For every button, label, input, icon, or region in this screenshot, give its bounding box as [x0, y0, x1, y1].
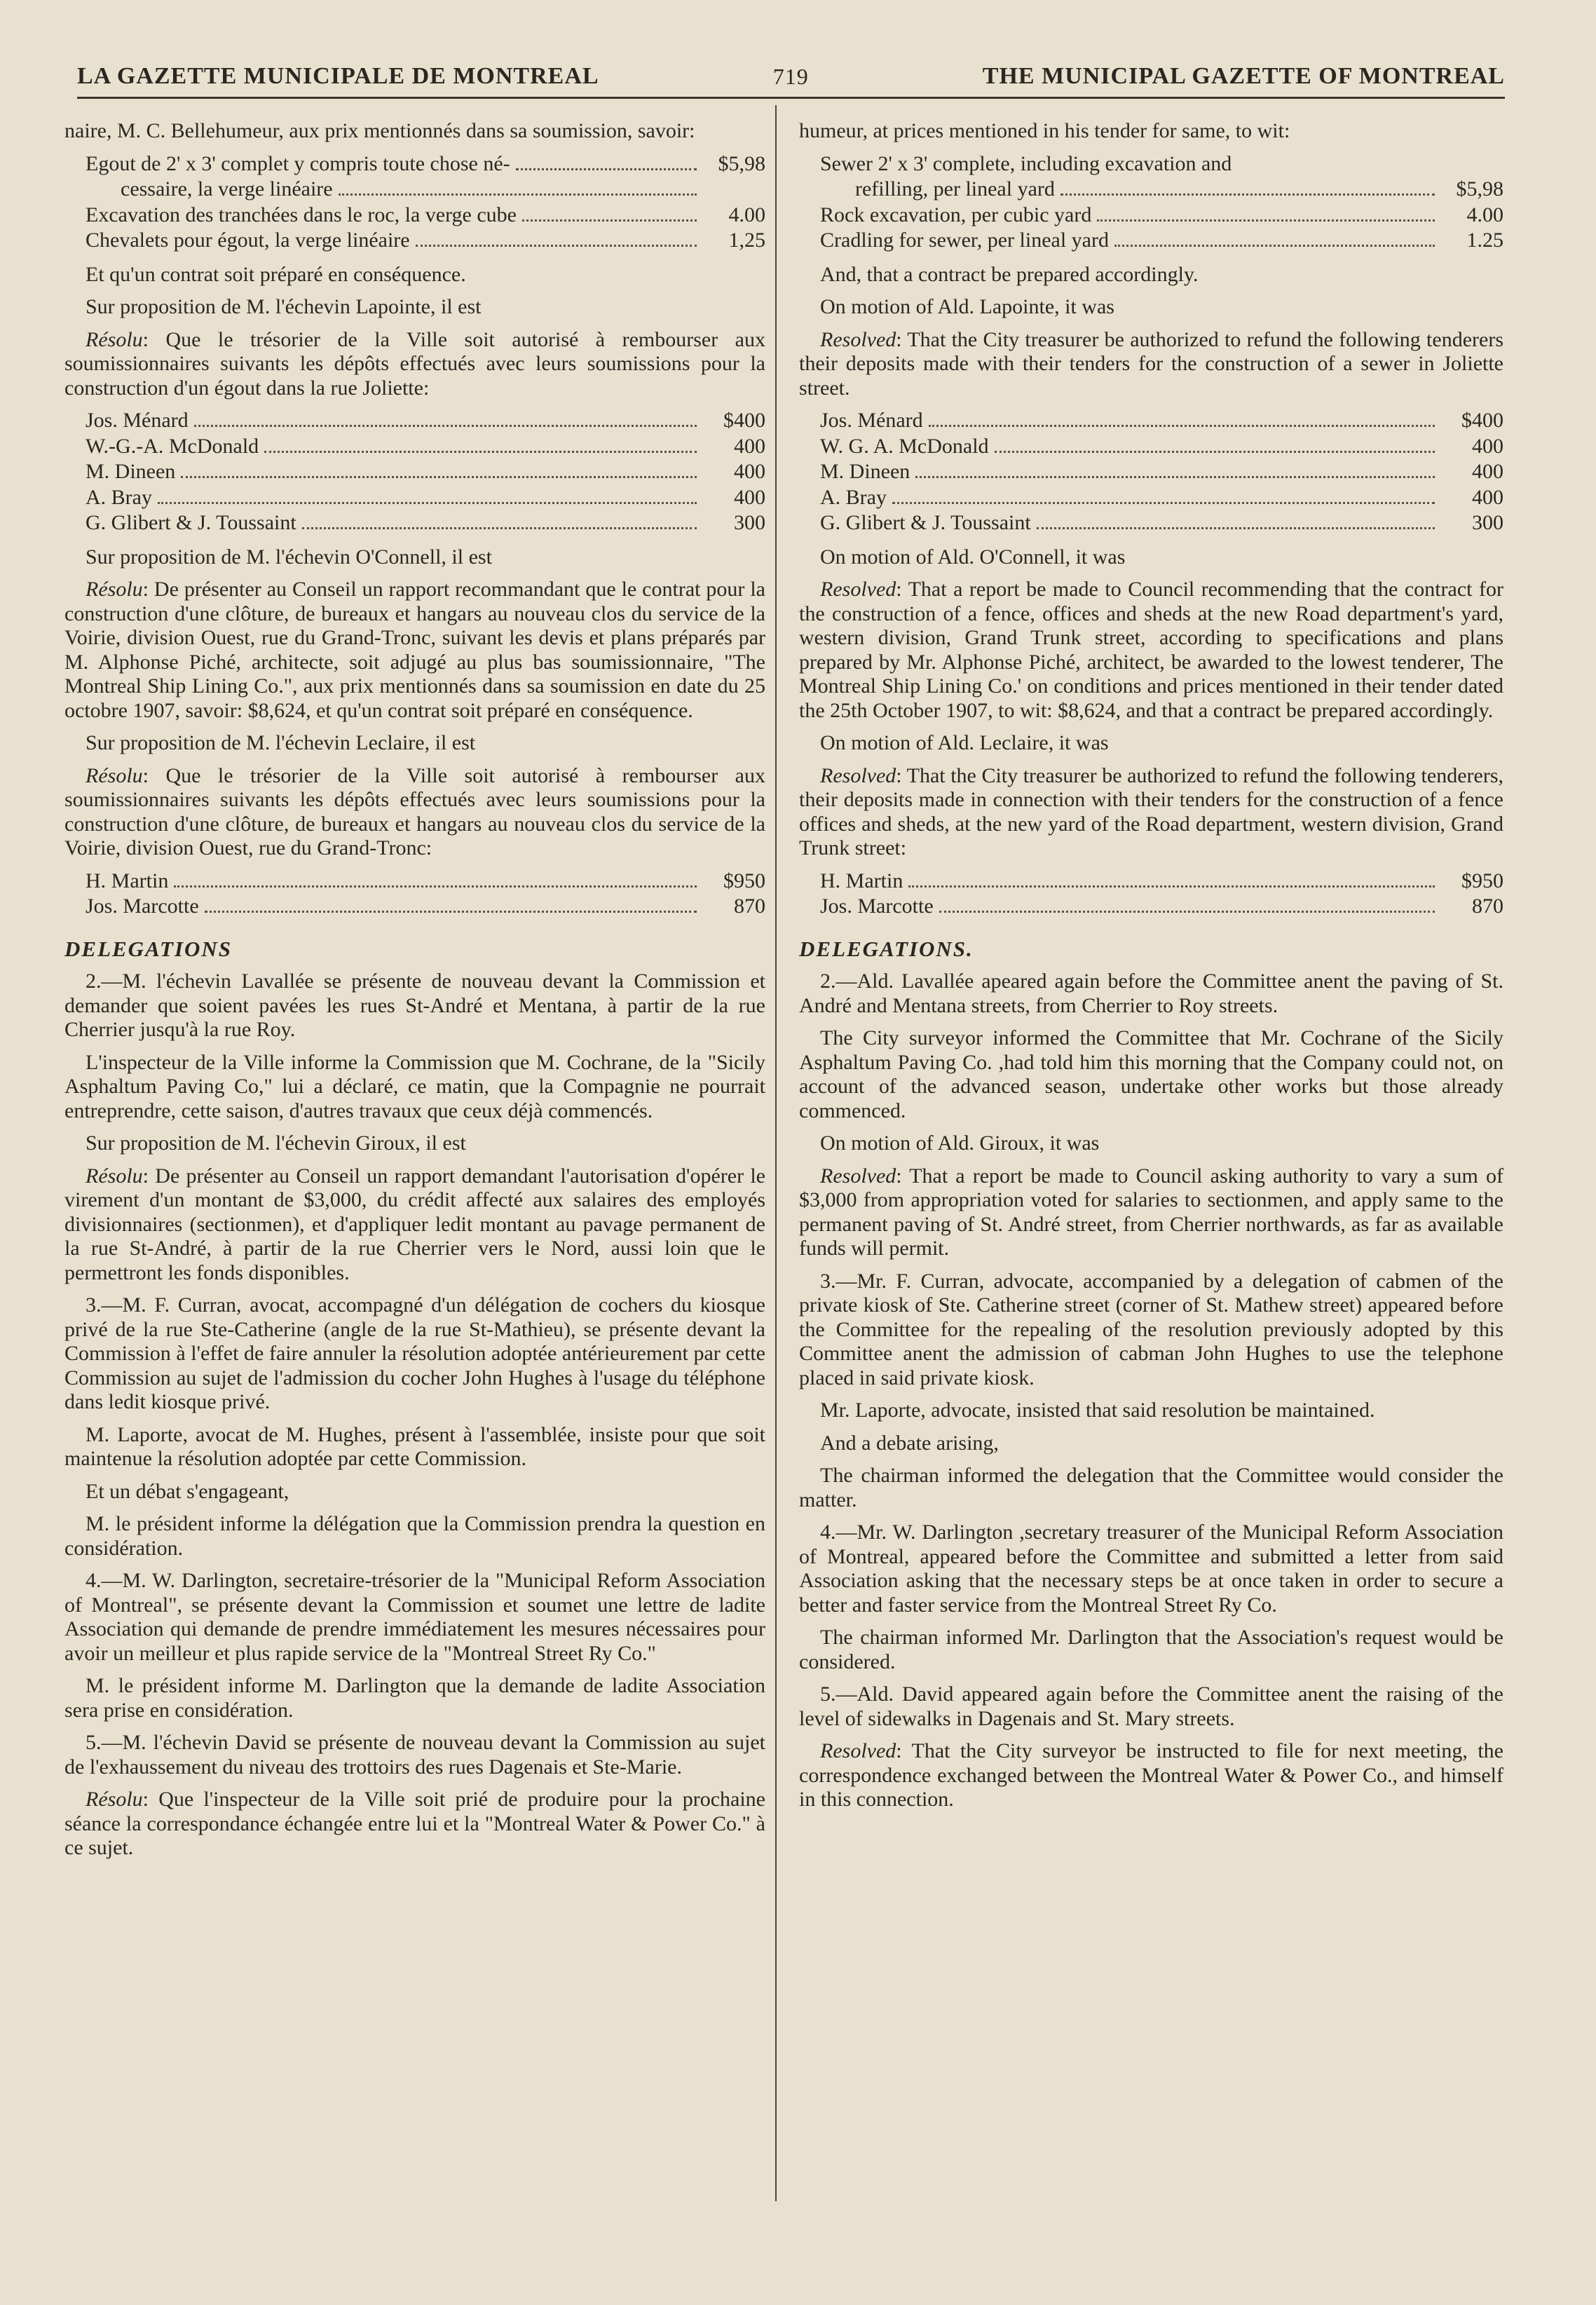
- resolution: Resolved: That a report be made to Council asking authority to vary a sum of $3,000 from appropriation voted for salaries to sectionmen, and apply same to the permanent paving of St. André street, from Cherrier northwards, as far as available funds will permit.: [799, 1164, 1503, 1260]
- deposit-row: G. Glibert & J. Toussaint 300: [86, 511, 765, 534]
- resolution: Resolved: That the City surveyor be instructed to file for next meeting, the correspondence exchanged between the Montreal Water & Power Co., and himself in this connection.: [799, 1739, 1503, 1811]
- deposit-row: Jos. Ménard $400: [820, 409, 1503, 432]
- resolution: Resolved: That the City treasurer be authorized to refund the following tenderers their deposits made with their tenders for the construction of a sewer in Joliette street.: [799, 327, 1503, 400]
- resolution: Resolved: That a report be made to Council recommending that the contract for the construction of a fence, offices and sheds at the new Road department's yard, western division, Grand Trunk street, according to specifications and plans prepared by Mr. Alphonse Piché, architect, be awarded to the lowest tenderer, The Montreal Ship Lining Co.' on conditions and prices mentioned in their tender dated the 25th October 1907, to wit: $8,624, and that a contract be prepared accordingly.: [799, 578, 1503, 722]
- paragraph: M. le président informe M. Darlington que la demande de ladite Association sera prise en considération.: [64, 1674, 765, 1722]
- paragraph: 5.—Ald. David appeared again before the Committee anent the raising of the level of sidewalks in Dagenais and St. Mary streets.: [799, 1682, 1503, 1730]
- paragraph: M. Laporte, avocat de M. Hughes, présent à l'assemblée, insiste pour que soit maintenue la résolution adoptée par cette Commission.: [64, 1422, 765, 1470]
- resolution: Résolu: Que le trésorier de la Ville soit autorisé à rembourser aux soumissionnaires suivants les dépôts effectués avec leurs soumissions pour la construction d'une clôture, de bureaux et hangars au nouveau clos du service de la Voirie, division Ouest, rue du Grand-Tronc:: [64, 763, 765, 859]
- deposit-row: G. Glibert & J. Toussaint 300: [820, 511, 1503, 534]
- paragraph: M. le président informe la délégation que la Commission prendra la question en considération.: [64, 1512, 765, 1560]
- paragraph: Et un débat s'engageant,: [86, 1479, 289, 1503]
- paragraph: Sur proposition de M. l'échevin Lapointe, il est: [86, 295, 482, 318]
- paragraph: 2.—Ald. Lavallée apeared again before the Committee anent the paving of St. André and Mentana streets, from Cherrier to Roy streets.: [799, 970, 1503, 1017]
- header-left-title: LA GAZETTE MUNICIPALE DE MONTREAL: [77, 63, 599, 89]
- paragraph: Sur proposition de M. l'échevin Giroux, il est: [86, 1131, 466, 1155]
- paragraph: 3.—Mr. F. Curran, advocate, accompanied by a delegation of cabmen of the private kiosk of Ste. Catherine street (corner of St. Mathew street) appeared before the Committee for the repealing of the resolution previously adopted by this Committee anent the admission of cabman John Hughes to use the telephone placed in said private kiosk.: [799, 1269, 1503, 1389]
- deposit-table: [799, 409, 1503, 536]
- paragraph: 4.—M. W. Darlington, secretaire-trésorier de la "Municipal Reform Association of Montreal", se présente devant la Commission et soumet une lettre de ladite Association qui demande de prendre immédiatement les mesures nécessaires pour avoir un meilleur et plus rapide service de la "Montreal Street Ry Co.": [64, 1569, 765, 1665]
- paragraph: Sur proposition de M. l'échevin O'Connell, il est: [86, 545, 492, 569]
- paragraph: And a debate arising,: [820, 1431, 999, 1455]
- section-heading: DELEGATIONS.: [799, 936, 974, 961]
- paragraph: naire, M. C. Bellehumeur, aux prix mentionnés dans sa soumission, savoir:: [64, 119, 695, 142]
- paragraph: And, that a contract be prepared accordingly.: [820, 262, 1199, 286]
- deposit-table: [64, 409, 765, 536]
- deposit-row: W. G. A. McDonald 400: [820, 434, 1503, 458]
- price-row: Egout de 2' x 3' complet y compris toute chose né- $5,98: [86, 151, 765, 175]
- deposit-row: M. Dineen 400: [86, 460, 765, 483]
- column-divider: [775, 105, 777, 2201]
- page-number: 719: [772, 64, 809, 89]
- price-row: Chevalets pour égout, la verge linéaire 1,25: [86, 229, 765, 252]
- header-right-title: THE MUNICIPAL GAZETTE OF MONTREAL: [982, 63, 1505, 89]
- deposit-table: [799, 869, 1503, 919]
- deposit-table: [64, 869, 765, 919]
- price-table: [799, 152, 1503, 253]
- paragraph: On motion of Ald. Lapointe, it was: [820, 295, 1114, 318]
- paragraph: Sur proposition de M. l'échevin Leclaire, il est: [86, 731, 476, 754]
- deposit-row: Jos. Marcotte 870: [86, 895, 765, 918]
- resolution: Résolu: De présenter au Conseil un rapport recommandant que le contrat pour la construction d'une clôture, de bureaux et hangars au nouveau clos du service de la Voirie, division Ouest, rue du Grand-Tronc, suivant les devis et plans préparés par M. Alphonse Piché, architecte, soit adjugé au plus bas soumissionnaire, "The Montreal Ship Lining Co.", aux prix mentionnés dans sa soumission en date du 25 octobre 1907, savoir: $8,624, et qu'un contrat soit préparé en conséquence.: [64, 578, 765, 722]
- paragraph: On motion of Ald. Giroux, it was: [820, 1131, 1100, 1155]
- deposit-row: Jos. Ménard $400: [86, 409, 765, 432]
- paragraph: 4.—Mr. W. Darlington ,secretary treasurer of the Municipal Reform Association of Montreal, appeared before the Committee and submitted a letter from said Association asking that the necessary steps be at once taken in order to secure a better and faster service from the Montreal Street Ry Co.: [799, 1521, 1503, 1617]
- paragraph: L'inspecteur de la Ville informe la Commission que M. Cochrane, de la "Sicily Asphaltum Paving Co," lui a déclaré, ce matin, que la Compagnie ne pourrait entreprendre, cette saison, d'autres travaux que ceux déjà commencés.: [64, 1050, 765, 1122]
- deposit-row: Jos. Marcotte 870: [820, 895, 1503, 918]
- paragraph: On motion of Ald. Leclaire, it was: [820, 731, 1109, 754]
- page-header: [77, 41, 1505, 99]
- resolution: Resolved: That the City treasurer be authorized to refund the following tenderers, their deposits made in connection with their tenders for the construction of a fence offices and sheds, at the new yard of the Road department, western division, Grand Trunk street:: [799, 763, 1503, 859]
- deposit-row: M. Dineen 400: [820, 460, 1503, 483]
- deposit-row: H. Martin $950: [86, 869, 765, 892]
- deposit-row: H. Martin $950: [820, 869, 1503, 892]
- paragraph: 5.—M. l'échevin David se présente de nouveau devant la Commission au sujet de l'exhaussement du niveau des trottoirs des rues Dagenais et Ste-Marie.: [64, 1731, 765, 1779]
- paragraph: The chairman informed the delegation that the Committee would consider the matter.: [799, 1464, 1503, 1511]
- paragraph: Mr. Laporte, advocate, insisted that said resolution be maintained.: [820, 1399, 1375, 1422]
- french-column: [64, 119, 765, 1869]
- deposit-row: A. Bray 400: [86, 485, 765, 509]
- paragraph: The City surveyor informed the Committee that Mr. Cochrane of the Sicily Asphaltum Paving Co. ,had told him this morning that the Company could not, on account of the advanced season, undertake other works but those already commenced.: [799, 1026, 1503, 1122]
- deposit-row: A. Bray 400: [820, 485, 1503, 509]
- resolution: Résolu: Que l'inspecteur de la Ville soit prié de produire pour la prochaine séance la correspondance échangée entre lui et la "Montreal Water & Power Co." à ce sujet.: [64, 1788, 765, 1859]
- price-row: Cradling for sewer, per lineal yard 1.25: [820, 229, 1503, 252]
- price-row: refilling, per lineal yard $5,98: [855, 177, 1503, 200]
- english-column: [799, 119, 1503, 1821]
- price-row: Sewer 2' x 3' complete, including excavation and: [820, 151, 1232, 175]
- paragraph: The chairman informed Mr. Darlington that the Association's request would be considered.: [799, 1626, 1503, 1673]
- paragraph: 2.—M. l'échevin Lavallée se présente de nouveau devant la Commission et demander que soient pavées les rues St-André et Mentana, à partir de la rue Cherrier jusqu'à la rue Roy.: [64, 970, 765, 1041]
- resolution: Résolu: Que le trésorier de la Ville soit autorisé à rembourser aux soumissionnaires suivants les dépôts effectués avec leurs soumissions pour la construction d'un égout dans la rue Joliette:: [64, 327, 765, 400]
- deposit-row: W.-G.-A. McDonald 400: [86, 434, 765, 458]
- paragraph: humeur, at prices mentioned in his tender for same, to wit:: [799, 119, 1290, 142]
- section-heading: DELEGATIONS: [64, 936, 233, 961]
- paragraph: 3.—M. F. Curran, avocat, accompagné d'un délégation de cochers du kiosque privé de la rue Ste-Catherine (angle de la rue St-Mathieu), se présente devant la Commission à l'effet de faire annuler la résolution adoptée antérieurement par cette Commission au sujet de l'admission du cocher John Hughes à l'usage du téléphone dans ledit kiosque privé.: [64, 1293, 765, 1413]
- price-row: cessaire, la verge linéaire: [64, 177, 765, 202]
- price-row: Excavation des tranchées dans le roc, la verge cube 4.00: [86, 203, 765, 226]
- price-table: [64, 152, 765, 253]
- paragraph: On motion of Ald. O'Connell, it was: [820, 545, 1126, 569]
- paragraph: Et qu'un contrat soit préparé en conséquence.: [86, 262, 466, 286]
- price-row: Rock excavation, per cubic yard 4.00: [820, 203, 1503, 226]
- resolution: Résolu: De présenter au Conseil un rapport demandant l'autorisation d'opérer le virement d'un montant de $3,000, du crédit affecté aux salaires des employés divisionnaires (sectionmen), et d'appliquer ledit montant au pavage permanent de la rue St-André, à partir de la rue Cherrier vers le Nord, aussi loin que le permettront les fonds disponibles.: [64, 1164, 765, 1284]
